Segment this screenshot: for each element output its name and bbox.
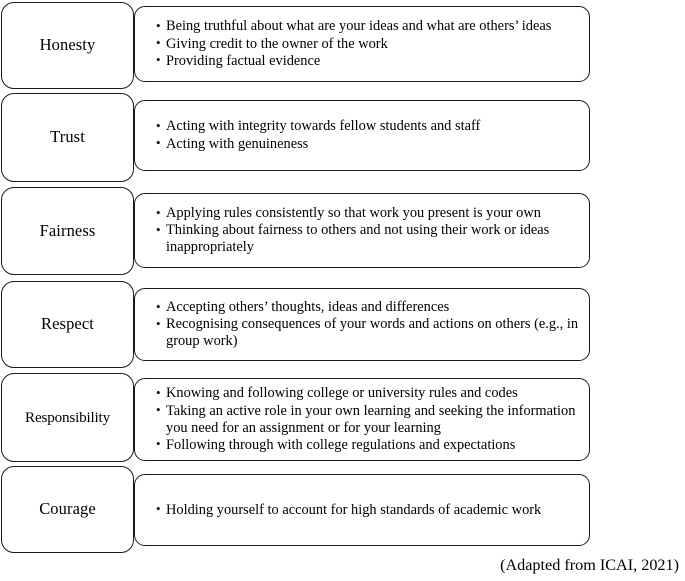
value-label-honesty: Honesty [39, 35, 96, 55]
description-text: Following through with college regulations and expectations [166, 436, 516, 453]
description-text: Knowing and following college or university rules and codes [166, 385, 518, 402]
attribution-text: (Adapted from ICAI, 2021) [500, 555, 679, 574]
description-list-respect [135, 299, 589, 350]
description-box-responsibility [134, 378, 590, 461]
description-box-courage [134, 474, 590, 546]
description-text: Giving credit to the owner of the work [166, 35, 388, 52]
description-item [157, 437, 579, 454]
description-box-fairness [134, 193, 590, 268]
description-text: Taking an active role in your own learning and seeking the information you need for an assignment or for your learning [166, 402, 576, 436]
value-label-respect: Respect [41, 314, 94, 334]
description-box-honesty [134, 6, 590, 82]
bullet-icon: • [156, 135, 161, 151]
description-text: Holding yourself to account for high standards of academic work [166, 501, 542, 518]
value-box-courage[interactable] [1, 466, 134, 553]
bullet-icon: • [156, 17, 161, 33]
bullet-icon: • [156, 315, 161, 331]
description-text: Applying rules consistently so that work you present is your own [166, 205, 541, 222]
description-list-trust [135, 118, 589, 152]
bullet-icon: • [156, 221, 161, 237]
description-item [157, 53, 579, 70]
description-text: Acting with integrity towards fellow students and staff [166, 118, 481, 135]
value-label-responsibility: Responsibility [25, 408, 110, 426]
description-item [157, 403, 579, 437]
description-list-fairness [135, 205, 589, 256]
description-list-courage [135, 502, 589, 519]
bullet-icon: • [156, 52, 161, 68]
description-item [157, 136, 579, 153]
bullet-icon: • [156, 402, 161, 418]
description-item [157, 299, 579, 316]
bullet-icon: • [156, 204, 161, 220]
description-text: Being truthful about what are your ideas and what are others’ ideas [166, 18, 552, 35]
bullet-icon: • [156, 384, 161, 400]
description-item [157, 36, 579, 53]
description-item [157, 316, 579, 350]
description-text: Accepting others’ thoughts, ideas and differences [166, 299, 450, 316]
value-label-fairness: Fairness [39, 220, 96, 240]
value-label-courage: Courage [39, 499, 96, 519]
description-item [157, 502, 579, 519]
value-box-honesty[interactable] [1, 2, 134, 89]
description-item [157, 385, 579, 402]
description-text: Recognising consequences of your words and actions on others (e.g., in group work) [166, 316, 579, 350]
description-box-respect [134, 288, 590, 361]
description-list-responsibility [135, 385, 589, 453]
description-item [157, 118, 579, 135]
value-box-responsibility[interactable] [1, 373, 134, 462]
bullet-icon: • [156, 117, 161, 133]
description-item [157, 18, 579, 35]
description-box-trust [134, 100, 590, 171]
description-list-honesty [135, 18, 589, 69]
description-item [157, 222, 579, 256]
value-box-fairness[interactable] [1, 187, 134, 275]
description-text: Thinking about fairness to others and not using their work or ideas inappropriately [166, 222, 550, 256]
description-item [157, 205, 579, 222]
bullet-icon: • [156, 501, 161, 517]
bullet-icon: • [156, 35, 161, 51]
bullet-icon: • [156, 436, 161, 452]
value-box-trust[interactable] [1, 93, 134, 182]
value-box-respect[interactable] [1, 281, 134, 368]
description-text: Acting with genuineness [166, 135, 309, 152]
value-label-trust: Trust [50, 127, 85, 147]
bullet-icon: • [156, 298, 161, 314]
description-text: Providing factual evidence [166, 52, 321, 69]
